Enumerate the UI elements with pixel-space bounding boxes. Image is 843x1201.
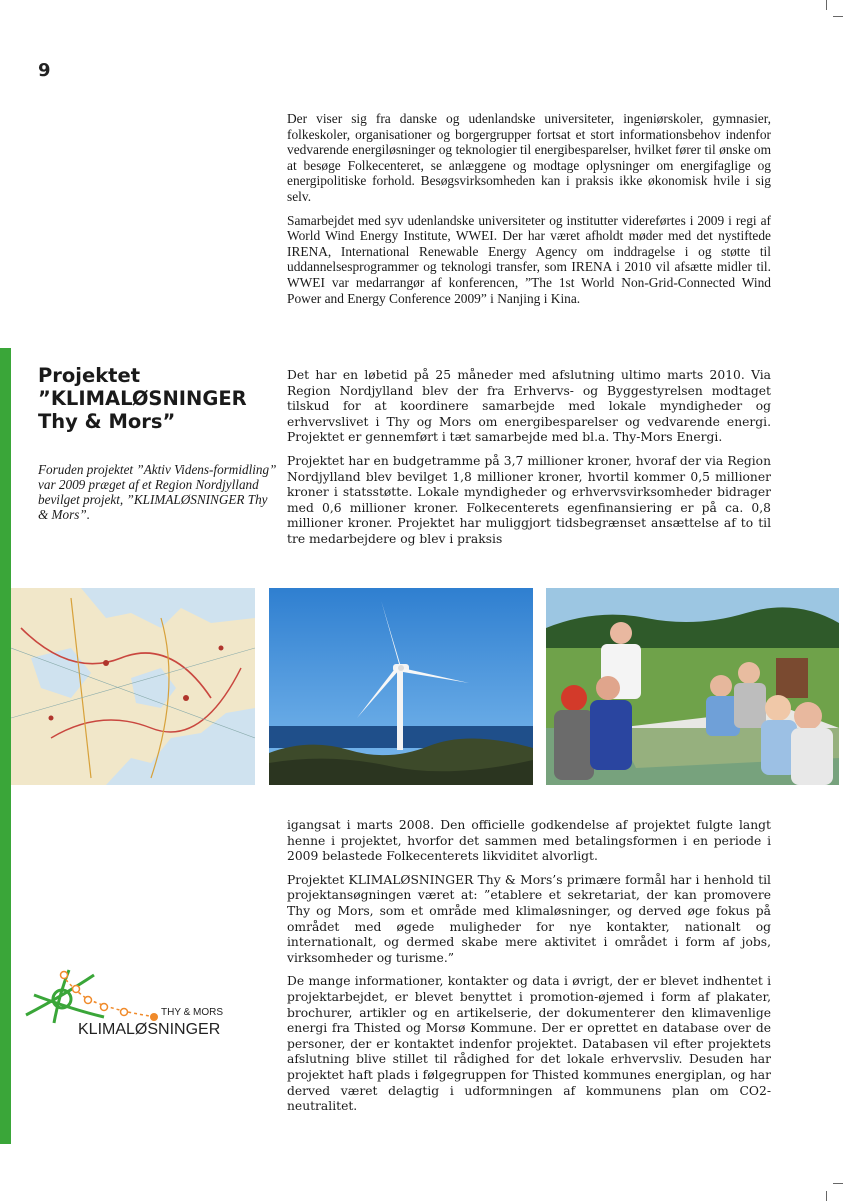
- section-heading-line: Thy & Mors”: [38, 410, 176, 433]
- project-paragraph: De mange informationer, kontakter og data i øvrigt, der er blevet indhentet i projektarbejdet, er blevet benyttet i promotion-øjemed i form af plakater, brochurer, artikler og en artikelserie, der dokumenterer den klimavenlige energi fra Thisted og Morsø Kommune. Der er oprettet en database over de personer, der er kontaktet indenfor projektet. Databasen vil efter projektets afslutning blive stillet til rådighed for det lokale erhvervsliv. Desuden har projektet haft plads i følgegruppen for Thisted kommunes energiplan, og har derved været delagtig i udformningen af kommunens plan om CO2-neutralitet.: [287, 974, 771, 1114]
- section-heading-line: ”KLIMALØSNINGER: [38, 387, 247, 410]
- klimaloesninger-logo: [24, 965, 239, 1045]
- map-photo: [11, 588, 255, 785]
- crop-mark: [826, 0, 827, 10]
- section-heading-line: Projektet: [38, 364, 141, 387]
- crop-mark: [833, 1183, 843, 1184]
- project-text-lower: [287, 818, 771, 1123]
- group-photo: [546, 588, 839, 785]
- project-paragraph: Projektet har en budgetramme på 3,7 millioner kroner, hvoraf der via Region Nordjylland blev bevilget 1,8 millioner kroner, hvortil kommer 0,5 millioner kroner i statsstøtte. Lokale myndigheder og erhvervsvirksomheder bidrager med 0,6 millioner kroner. Folkecenterets egenfinansiering er på ca. 0,8 millioner kroner. Projektet har muliggjort tidsbegrænset ansættelse af to til tre medarbejdere og blev i praksis: [287, 453, 771, 546]
- intro-paragraph: Samarbejdet med syv udenlandske universiteter og institutter videreførtes i 2009 i regi af World Wind Energy Institute, WWEI. Der har været afholdt møder med det nystiftede IRENA, International Renewable Energy Agency om inddragelse i og støtte til uddannelsesprogrammer og teknologi transfer, som IRENA i 2010 vil afsætte midler til. WWEI var medarrangør af konferencen, ”The 1st World Non-Grid-Connected Wind Power and Energy Conference 2009” i Nanjing i Kina.: [287, 212, 771, 306]
- project-paragraph: Projektet KLIMALØSNINGER Thy & Mors’s primære formål har i henhold til projektansøgningen været at: ”etablere et sekretariat, der kan promovere Thy og Mors, som et område med klimaløsninger, og derved øge fokus på området med øgede muligheder for nye kontakter, nationalt og internationalt, og dermed skabe mere aktivitet i området i form af jobs, virksomheder og turisme.”: [287, 872, 771, 965]
- section-heading: [38, 364, 268, 433]
- wind-turbine-photo: [269, 588, 533, 785]
- project-paragraph: igangsat i marts 2008. Den officielle godkendelse af projektet fulgte langt henne i projektet, hvorfor det sammen med betalingsformen i en periode i 2009 belastede Folkecenterets likviditet alvorligt.: [287, 818, 771, 864]
- intro-paragraph: Der viser sig fra danske og udenlandske universiteter, ingeniørskoler, gymnasier, folkeskoler, organisationer og borgergrupper fortsat et stort informationsbehov indenfor vedvarende energiløsninger og teknologier til energibesparelser, hvilket fører til ønske om at besøge Folkecenteret, se anlæggene og modtage oplysninger om energifaglige og energipolitiske forhold. Besøgsvirksomheden kan i praksis ikke økonomisk hvile i sig selv.: [287, 111, 771, 204]
- section-lead: Foruden projektet ”Aktiv Videns-formidling” var 2009 præget af et Region Nordjylland bevilget projekt, ”KLIMALØSNINGER Thy & Mors”.: [38, 462, 277, 522]
- intro-text: [287, 111, 771, 314]
- page-number: 9: [38, 60, 51, 81]
- green-accent-bar: [0, 348, 11, 1144]
- crop-mark: [826, 1191, 827, 1201]
- crop-mark: [833, 16, 843, 17]
- project-text-upper: [287, 368, 771, 556]
- logo-title: KLIMALØSNINGER: [78, 1021, 221, 1038]
- project-paragraph: Det har en løbetid på 25 måneder med afslutning ultimo marts 2010. Via Region Nordjylland blev der fra Erhvervs- og Byggestyrelsen modtaget tilskud for at koordinere samarbejde med lokale myndigheder og erhvervslivet i Thy og Mors om energibesparelser og vedvarende energi. Projektet er gennemført i tæt samarbejde med bl.a. Thy-Mors Energi.: [287, 368, 771, 445]
- logo-subtitle: THY & MORS: [161, 1007, 224, 1018]
